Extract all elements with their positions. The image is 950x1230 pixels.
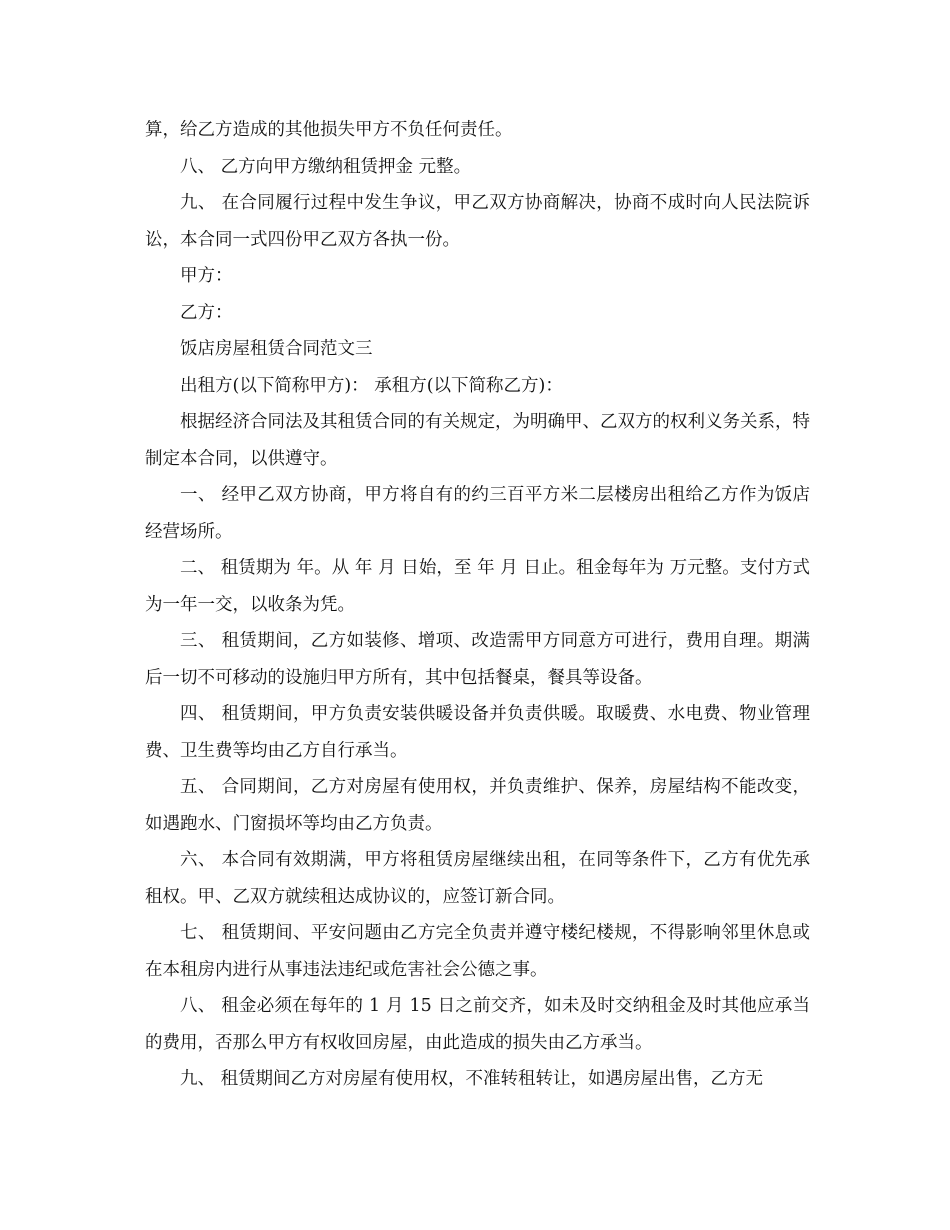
paragraph-continuation: 算，给乙方造成的其他损失甲方不负任何责任。: [145, 120, 513, 140]
paragraph-clause-9-dispute: 九、 在合同履行过程中发生争议，甲乙双方协商解决，协商不成时向人民法院诉讼，本合同一式四份甲乙双方各执一份。: [145, 193, 810, 250]
paragraph-clause-2: 二、 租赁期为 年。从 年 月 日始，至 年 月 日止。租金每年为 万元整。支付方式为一年一交，以收条为凭。: [145, 558, 810, 615]
paragraph-clause-4: 四、 租赁期间，甲方负责安装供暖设备并负责供暖。取暖费、水电费、物业管理费、卫生费等均由乙方自行承当。: [145, 704, 810, 761]
party-a-label: 甲方：: [180, 266, 233, 286]
parties-line: 出租方(以下简称甲方)： 承租方(以下简称乙方)：: [180, 375, 563, 396]
paragraph-clause-6: 六、 本合同有效期满，甲方将租赁房屋继续出租，在同等条件下，乙方有优先承租权。甲、乙双方就续租达成协议的，应签订新合同。: [145, 850, 810, 907]
paragraph-clause-8: 八、 租金必须在每年的 1 月 15 日之前交齐，如未及时交纳租金及时其他应承当的费用，否那么甲方有权收回房屋，由此造成的损失由乙方承当。: [145, 996, 810, 1053]
paragraph-clause-7: 七、 租赁期间、平安问题由乙方完全负责并遵守楼纪楼规，不得影响邻里休息或在本租房内进行从事违法违纪或危害社会公德之事。: [145, 923, 810, 980]
paragraph-clause-3: 三、 租赁期间，乙方如装修、增项、改造需甲方同意方可进行，费用自理。期满后一切不可移动的设施归甲方所有，其中包括餐桌，餐具等设备。: [145, 631, 810, 688]
paragraph-preamble: 根据经济合同法及其租赁合同的有关规定，为明确甲、乙双方的权利义务关系，特制定本合同，以供遵守。: [145, 412, 810, 469]
paragraph-clause-5: 五、 合同期间，乙方对房屋有使用权，并负责维护、保养，房屋结构不能改变，如遇跑水、门窗损坏等均由乙方负责。: [145, 777, 810, 834]
paragraph-clause-1: 一、 经甲乙双方协商，甲方将自有的约三百平方米二层楼房出租给乙方作为饭店经营场所。: [145, 485, 810, 542]
document-body: [145, 112, 810, 1098]
section-title: 饭店房屋租赁合同范文三: [180, 339, 373, 359]
paragraph-clause-9: 九、 租赁期间乙方对房屋有使用权，不准转租转让，如遇房屋出售，乙方无: [180, 1069, 764, 1089]
paragraph-clause-8-deposit: 八、 乙方向甲方缴纳租赁押金 元整。: [180, 156, 472, 177]
party-b-label: 乙方：: [180, 302, 233, 323]
